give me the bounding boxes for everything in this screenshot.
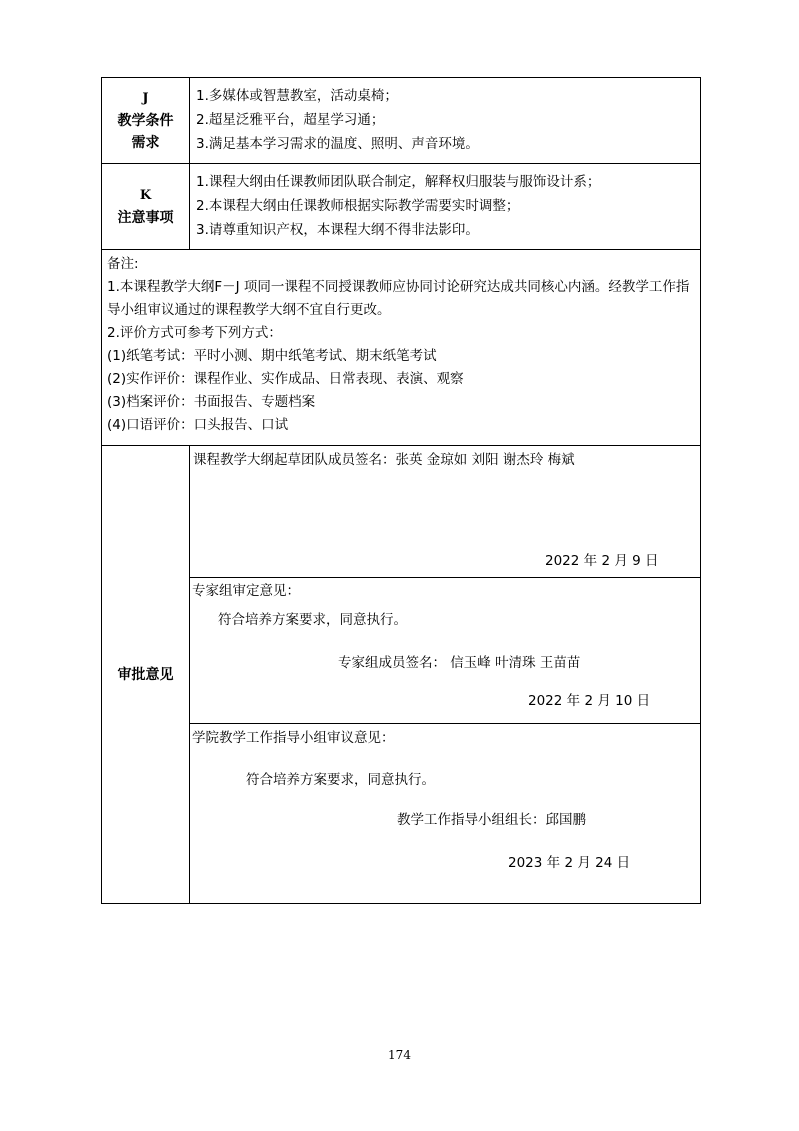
drafting-signature: 课程教学大纲起草团队成员签名：张英 金琼如 刘阳 谢杰玲 梅斌 [193, 452, 575, 468]
college-date: 2023 年 2 月 24 日 [508, 855, 631, 871]
drafting-cell [190, 446, 701, 578]
notice-row [102, 164, 701, 250]
condition-content-cell [190, 78, 701, 164]
approval-college-row [102, 724, 701, 904]
remarks-title: 备注: [107, 256, 139, 272]
notice-label: 注意事项 [117, 209, 174, 226]
notice-letter: K [139, 187, 152, 203]
approval-expert-row [102, 578, 701, 724]
expert-cell [190, 578, 701, 724]
condition-item: 1.多媒体或智慧教室，活动桌椅； [196, 88, 398, 104]
approval-label: 审批意见 [117, 666, 174, 683]
expert-title: 专家组审定意见： [192, 583, 300, 599]
condition-label-line1: 教学条件 [117, 112, 174, 129]
condition-label-cell [102, 78, 190, 164]
remarks-method: (4)口语评价：口头报告、口试 [107, 417, 289, 433]
remarks-evaluation-intro: 2.评价方式可参考下列方式： [107, 325, 282, 341]
notice-item: 2.本课程大纲由任课教师根据实际教学需要实时调整； [196, 198, 520, 214]
condition-item: 3.满足基本学习需求的温度、照明、声音环境。 [196, 136, 479, 152]
condition-item: 2.超星泛雅平台，超星学习通； [196, 112, 385, 128]
condition-label-line2: 需求 [131, 134, 160, 151]
page-number: 174 [388, 1048, 411, 1062]
remarks-method: (1)纸笔考试：平时小测、期中纸笔考试、期末纸笔考试 [107, 348, 437, 364]
approval-drafting-row [102, 446, 701, 578]
college-opinion: 符合培养方案要求，同意执行。 [246, 772, 435, 788]
remarks-cell [102, 250, 701, 446]
approval-label-cell [102, 446, 190, 904]
college-signature: 教学工作指导小组组长：邱国鹏 [397, 812, 586, 828]
syllabus-table [101, 77, 701, 904]
drafting-date: 2022 年 2 月 9 日 [545, 553, 659, 569]
remarks-row [102, 250, 701, 446]
expert-signature: 专家组成员签名： 信玉峰 叶清珠 王苗苗 [338, 655, 581, 671]
notice-content-cell [190, 164, 701, 250]
remarks-paragraph: 1.本课程教学大纲F－J 项同一课程不同授课教师应协同讨论研究达成共同核心内涵。经教学工作指导小组审议通过的课程教学大纲不宜自行更改。 [107, 279, 690, 318]
remarks-method: (2)实作评价：课程作业、实作成品、日常表现、表演、观察 [107, 371, 464, 387]
college-title: 学院教学工作指导小组审议意见： [192, 730, 395, 746]
expert-opinion: 符合培养方案要求，同意执行。 [218, 612, 407, 628]
remarks-method: (3)档案评价：书面报告、专题档案 [107, 394, 316, 410]
notice-label-cell [102, 164, 190, 250]
expert-date: 2022 年 2 月 10 日 [528, 693, 651, 709]
condition-letter: J [142, 90, 149, 106]
notice-item: 1.课程大纲由任课教师团队联合制定，解释权归服装与服饰设计系； [196, 174, 601, 190]
notice-item: 3.请尊重知识产权，本课程大纲不得非法影印。 [196, 222, 479, 238]
college-cell [190, 724, 701, 904]
condition-row [102, 78, 701, 164]
